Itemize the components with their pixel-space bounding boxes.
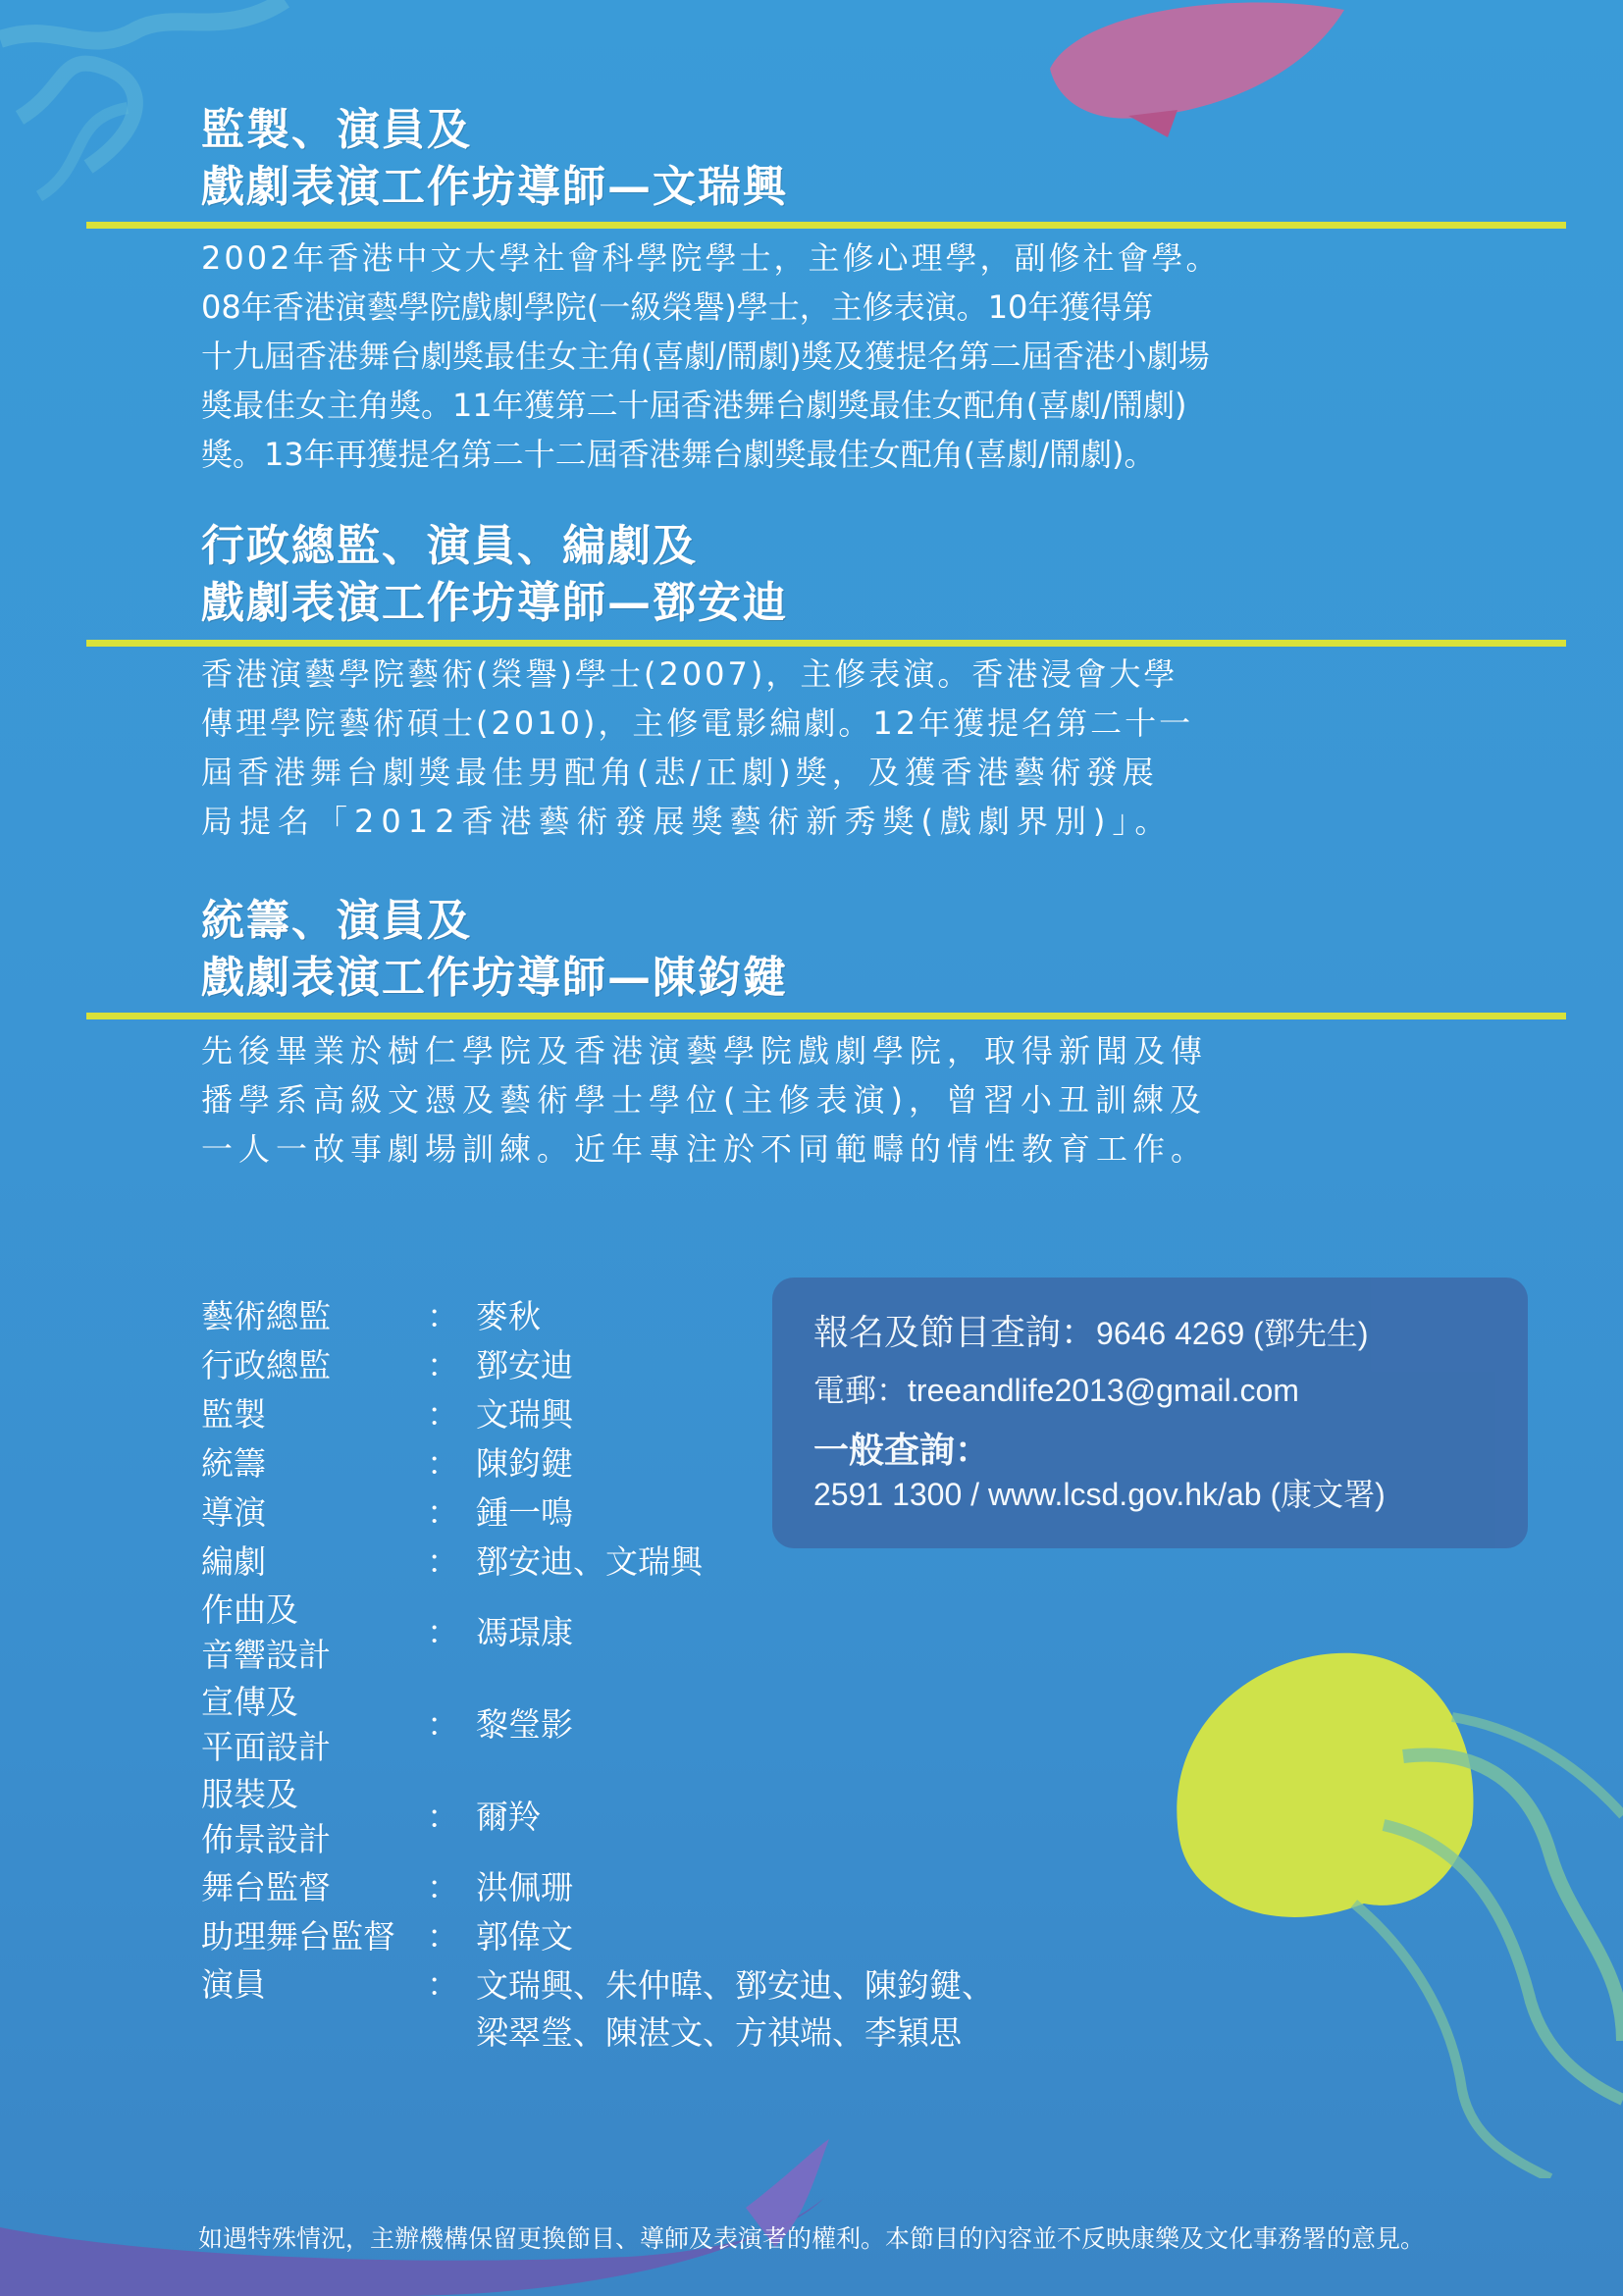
bio-line: 屆香港舞台劇獎最佳男配角(悲/正劇)獎，及獲香港藝術發展 — [201, 754, 1159, 791]
credit-colon: ： — [427, 1346, 459, 1384]
bio-line: 傳理學院藝術碩士(2010)，主修電影編劇。12年獲提名第二十一 — [201, 704, 1194, 742]
credit-colon: ： — [427, 1395, 459, 1434]
credit-role — [201, 1539, 417, 1585]
section-heading-line: 行政總監、演員、編劇及 — [201, 521, 698, 571]
credit-role — [201, 1865, 417, 1910]
credit-colon: ： — [427, 1493, 459, 1532]
divider-rule — [86, 222, 1566, 229]
credit-colon: ： — [427, 1705, 459, 1744]
credit-name-line: 麥秋 — [476, 1297, 541, 1335]
credit-role-line: 統籌 — [201, 1444, 266, 1483]
credit-role — [201, 1441, 417, 1487]
section-heading-wen-ruixing — [201, 102, 788, 216]
purple-fish-decoration — [0, 2110, 864, 2296]
booking-phone: 9646 4269 (鄧先生) — [1096, 1316, 1369, 1351]
credit-names — [476, 1794, 541, 1841]
credit-name-line: 文瑞興 — [476, 1395, 573, 1434]
bio-line: 一人一故事劇場訓練。近年專注於不同範疇的情性教育工作。 — [201, 1130, 1209, 1168]
credit-role — [201, 1680, 417, 1770]
credit-name-line: 郭偉文 — [476, 1917, 573, 1956]
credit-role-line: 助理舞台監督 — [201, 1917, 395, 1956]
bio-line: 十九屆香港舞台劇獎最佳女主角(喜劇/鬧劇)獎及獲提名第二屆香港小劇場 — [201, 338, 1210, 375]
bio-line: 香港演藝學院藝術(榮譽)學士(2007)，主修表演。香港浸會大學 — [201, 655, 1178, 693]
credit-names — [476, 1701, 573, 1748]
credit-names — [476, 1391, 573, 1438]
credit-role-line: 監製 — [201, 1395, 266, 1434]
bio-line: 08年香港演藝學院戲劇學院(一級榮譽)學士，主修表演。10年獲得第 — [201, 288, 1154, 326]
credit-names — [476, 1489, 573, 1537]
credit-role — [201, 1343, 417, 1388]
credit-role-line: 音響設計 — [201, 1636, 331, 1674]
credit-names — [476, 1962, 994, 2057]
section-heading-line: 戲劇表演工作坊導師—文瑞興 — [201, 162, 788, 212]
credit-role — [201, 1914, 417, 1959]
jellyfish-decoration — [1158, 1629, 1623, 2178]
bio-line: 獎最佳女主角獎。11年獲第二十屆香港舞台劇獎最佳女配角(喜劇/鬧劇) — [201, 387, 1187, 424]
credit-colon: ： — [427, 1868, 459, 1906]
credit-names — [476, 1539, 703, 1586]
bio-line: 獎。13年再獲提名第二十二屆香港舞台劇獎最佳女配角(喜劇/鬧劇)。 — [201, 436, 1156, 473]
credit-role — [201, 1490, 417, 1536]
email-label: 電郵： — [813, 1373, 909, 1408]
credit-role-line: 演員 — [201, 1965, 266, 2004]
bio-line: 播學系高級文憑及藝術學士學位(主修表演)，曾習小丑訓練及 — [201, 1081, 1207, 1119]
section-heading-line: 統籌、演員及 — [201, 896, 472, 946]
general-enquiry-label: 一般查詢： — [813, 1431, 991, 1471]
credit-row — [201, 1962, 1084, 2057]
credit-row — [201, 1588, 1084, 1678]
section-heading-line: 戲劇表演工作坊導師—陳鈞鍵 — [201, 953, 788, 1003]
section-heading-deng-andi — [201, 518, 788, 632]
credit-name-line: 鍾一鳴 — [476, 1493, 573, 1532]
booking-enquiry — [813, 1305, 1369, 1355]
email-enquiry — [813, 1366, 1299, 1411]
credit-role-line: 宣傳及 — [201, 1683, 298, 1721]
bio-line: 局提名「2012香港藝術發展獎藝術新秀獎(戲劇界別)」。 — [201, 803, 1174, 840]
credit-role-line: 服裝及 — [201, 1775, 298, 1813]
credit-role-line: 作曲及 — [201, 1591, 298, 1629]
credit-role-line: 編劇 — [201, 1542, 266, 1581]
credit-row — [201, 1913, 1084, 1960]
credit-name-line: 黎瑩影 — [476, 1705, 573, 1744]
bio-deng-andi — [201, 650, 1193, 846]
bio-line: 先後畢業於樹仁學院及香港演藝學院戲劇學院，取得新聞及傳 — [201, 1032, 1209, 1070]
disclaimer: 如遇特殊情況，主辦機構保留更換節目、導師及表演者的權利。本節目的內容並不反映康樂及文化事務署的意見。 — [197, 2224, 1425, 2253]
credit-role-line: 舞台監督 — [201, 1868, 331, 1906]
credit-role — [201, 1962, 417, 2008]
divider-rule — [86, 640, 1566, 647]
credit-names — [476, 1913, 573, 1960]
enquiry-box — [772, 1278, 1528, 1548]
credit-role-line: 藝術總監 — [201, 1297, 331, 1335]
credit-role — [201, 1392, 417, 1437]
section-heading-chen-junjian — [201, 893, 788, 1007]
credit-row — [201, 1864, 1084, 1911]
credit-names — [476, 1440, 573, 1487]
credit-name-line: 梁翠瑩、陳湛文、方祺端、李穎思 — [476, 2013, 962, 2052]
general-enquiry-value[interactable]: 2591 1300 / www.lcsd.gov.hk/ab (康文署) — [813, 1477, 1386, 1512]
divider-rule — [86, 1013, 1566, 1019]
credit-role — [201, 1294, 417, 1339]
credit-role-line: 行政總監 — [201, 1346, 331, 1384]
credit-colon: ： — [427, 1613, 459, 1651]
bio-wen-ruixing — [201, 234, 1220, 479]
credit-colon: ： — [427, 1917, 459, 1956]
credit-role-line: 平面設計 — [201, 1728, 331, 1766]
credit-role-line: 佈景設計 — [201, 1820, 331, 1858]
credit-names — [476, 1864, 573, 1911]
section-heading-line: 戲劇表演工作坊導師—鄧安迪 — [201, 578, 788, 628]
credit-name-line: 爾羚 — [476, 1798, 541, 1836]
credit-colon: ： — [427, 1542, 459, 1581]
credit-name-line: 陳鈞鍵 — [476, 1444, 573, 1483]
credit-row — [201, 1680, 1084, 1770]
credit-role-line: 導演 — [201, 1493, 266, 1532]
credit-name-line: 鄧安迪、文瑞興 — [476, 1542, 703, 1581]
credit-name-line: 鄧安迪 — [476, 1346, 573, 1384]
credit-colon: ： — [427, 1798, 459, 1836]
credit-names — [476, 1342, 573, 1389]
pink-fish-decoration — [1021, 0, 1393, 137]
credit-colon: ： — [427, 1444, 459, 1483]
credit-name-line: 馮璟康 — [476, 1613, 573, 1651]
booking-label: 報名及節目查詢： — [813, 1313, 1097, 1353]
bio-line: 2002年香港中文大學社會科學院學士，主修心理學，副修社會學。 — [201, 239, 1221, 277]
credit-colon: ： — [427, 1965, 459, 2004]
credit-row — [201, 1772, 1084, 1862]
credit-role — [201, 1772, 417, 1862]
bio-chen-junjian — [201, 1026, 1208, 1174]
credit-names — [476, 1609, 573, 1656]
section-heading-line: 監製、演員及 — [201, 105, 472, 155]
credit-name-line: 洪佩珊 — [476, 1868, 573, 1906]
credit-colon: ： — [427, 1297, 459, 1335]
credit-name-line: 文瑞興、朱仲暐、鄧安迪、陳鈞鍵、 — [476, 1966, 994, 2005]
email-address[interactable]: treeandlife2013@gmail.com — [908, 1373, 1299, 1408]
credit-role — [201, 1588, 417, 1678]
credit-names — [476, 1293, 541, 1340]
